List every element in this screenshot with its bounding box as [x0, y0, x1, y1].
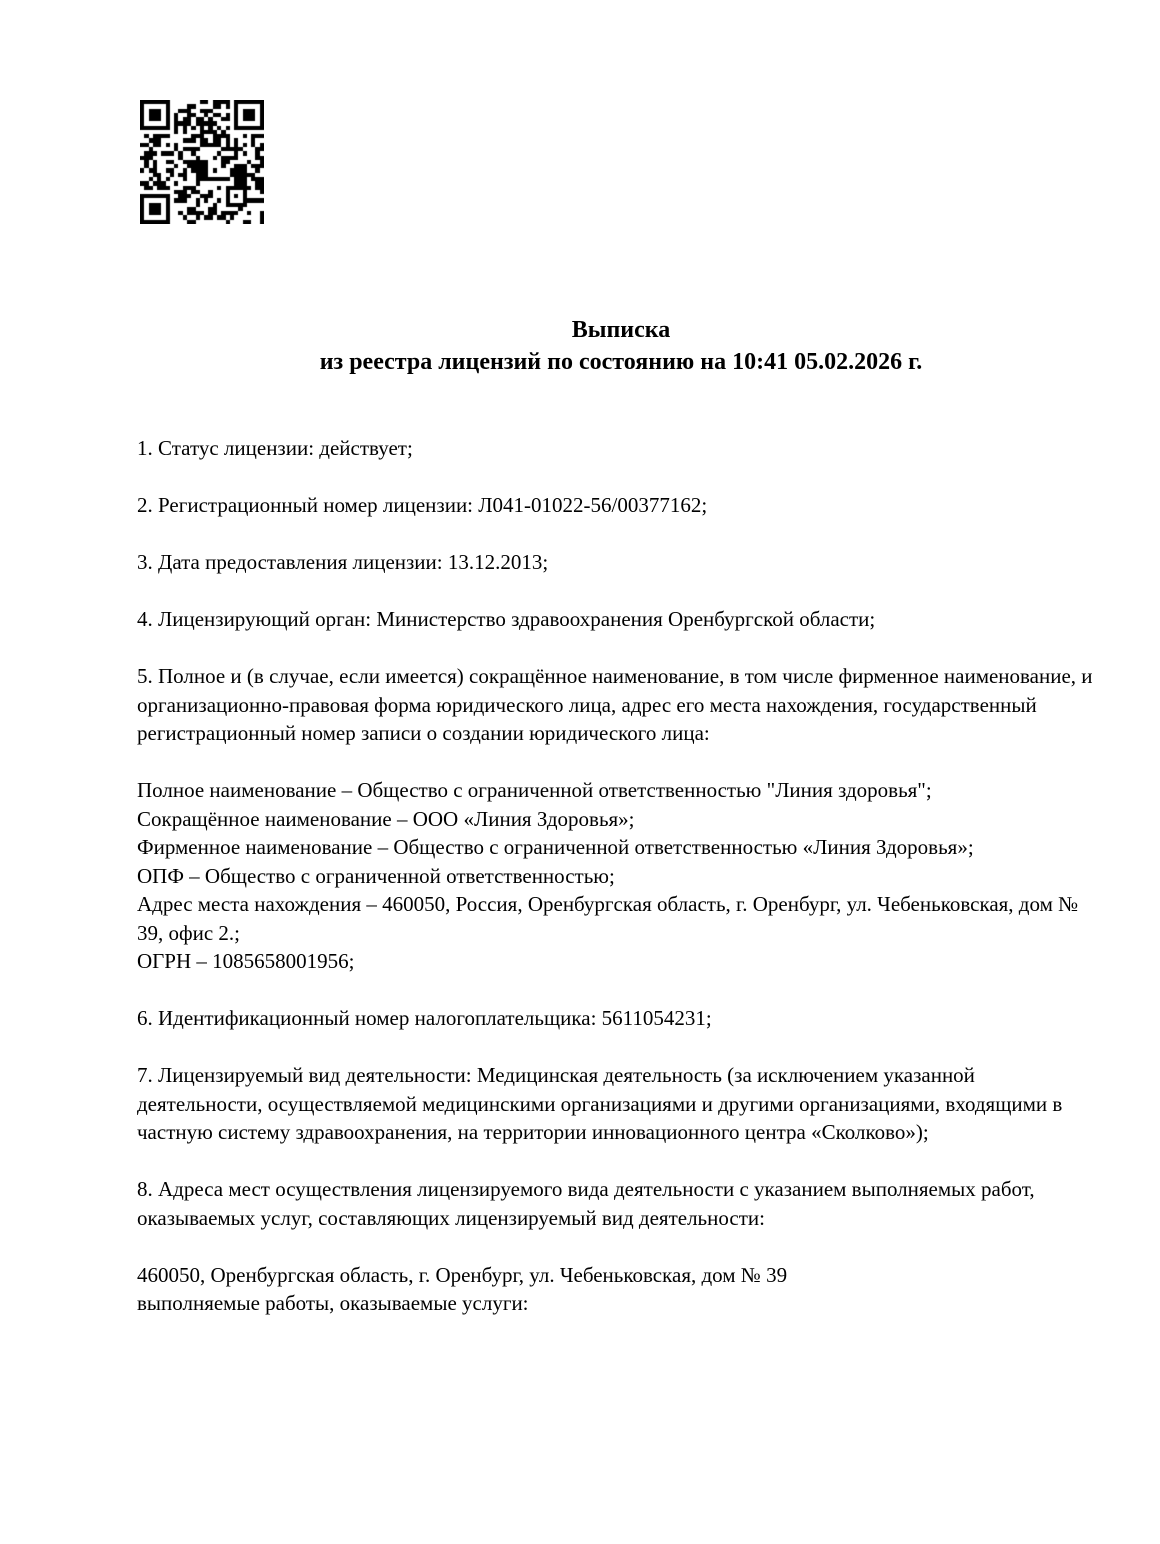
org-short-name: Сокращённое наименование – ООО «Линия Здоровья»; [137, 806, 635, 831]
paragraph-activity-addresses-heading: 8. Адреса мест осуществления лицензируемого вида деятельности с указанием выполняемых работ, оказываемых услуг, составляющих лицензируемый вид деятельности: [137, 1177, 1035, 1230]
paragraph-licensed-activity: 7. Лицензируемый вид деятельности: Медицинская деятельность (за исключением указанной деятельности, осуществляемой медицинскими организациями и другими организациями, входящими в частную систему здравоохранения, на территории инновационного центра «Сколково»); [137, 1063, 1063, 1144]
paragraph-entity-heading: 5. Полное и (в случае, если имеется) сокращённое наименование, в том числе фирменное наименование, и организационно-правовая форма юридического лица, адрес его места нахождения, государственный регистрационный номер записи о создании юридического лица: [137, 664, 1093, 745]
org-legal-form: ОПФ – Общество с ограниченной ответственностью; [137, 863, 615, 888]
org-brand-name: Фирменное наименование – Общество с ограниченной ответственностью «Линия Здоровья»; [137, 835, 974, 859]
title-line-1: Выписка [571, 317, 671, 343]
activity-address: 460050, Оренбургская область, г. Оренбург, ул. Чебеньковская, дом № 39 [137, 1262, 788, 1287]
title-line-2: из реестра лицензий по состоянию на 10:41 05.02.2026 г. [319, 349, 923, 375]
paragraph-licensing-authority: 4. Лицензирующий орган: Министерство здравоохранения Оренбургской области; [137, 607, 876, 631]
paragraph-grant-date: 3. Дата предоставления лицензии: 13.12.2013; [137, 550, 549, 574]
org-full-name: Полное наименование – Общество с ограниченной ответственностью "Линия здоровья"; [137, 778, 932, 802]
paragraph-license-status: 1. Статус лицензии: действует; [137, 436, 413, 460]
qr-code-icon [140, 100, 264, 224]
org-ogrn: ОГРН – 1085658001956; [137, 949, 355, 973]
document-title [137, 314, 1105, 378]
document-body [137, 434, 1105, 1346]
org-details-block [137, 776, 1105, 976]
paragraph-inn: 6. Идентификационный номер налогоплательщика: 5611054231; [137, 1006, 712, 1030]
org-address: Адрес места нахождения – 460050, Россия, Оренбургская область, г. Оренбург, ул. Чебеньковская, дом № 39, офис 2.; [137, 892, 1079, 945]
activity-address-block [137, 1261, 1105, 1318]
activity-services-label: выполняемые работы, оказываемые услуги: [137, 1291, 529, 1315]
paragraph-registration-number: 2. Регистрационный номер лицензии: Л041-01022-56/00377162; [137, 493, 708, 517]
